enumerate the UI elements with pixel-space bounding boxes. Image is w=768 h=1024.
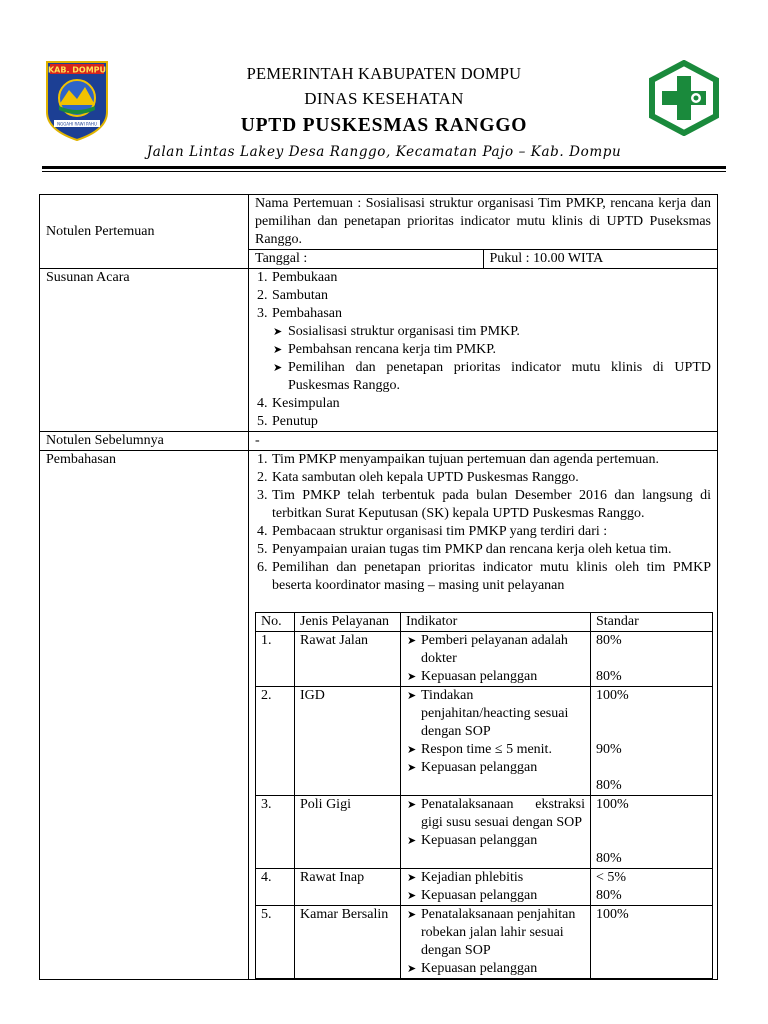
cell-jenis: Rawat Inap — [295, 869, 401, 906]
notulen-sebelumnya-value: - — [249, 432, 718, 451]
agenda-item: 1. Pembukaan — [271, 269, 711, 287]
cell-no: 2. — [256, 687, 295, 796]
arrow-bullet-icon: ➤ — [407, 761, 417, 774]
agenda-subitem: ➤ Sosialisasi struktur organisasi tim PMKP. — [273, 324, 520, 339]
row-susunan-acara — [40, 269, 718, 432]
col-header-no: No. — [256, 613, 295, 632]
pembahasan-item: 5. Penyampaian uraian tugas tim PMKP dan rencana kerja oleh ketua tim. — [271, 541, 711, 559]
indikator-item: ➤ Kejadian phlebitis — [407, 870, 524, 885]
puskesmas-logo-icon — [648, 60, 720, 136]
indikator-item: ➤ Tindakan penjahitan/heacting sesuai dengan SOP — [407, 688, 569, 739]
cell-indikator — [401, 796, 591, 869]
table-row — [256, 632, 713, 687]
arrow-bullet-icon: ➤ — [407, 689, 417, 702]
cell-indikator — [401, 906, 591, 979]
agenda-subitem: ➤ Pembahsan rencana kerja tim PMKP. — [273, 342, 497, 357]
indikator-table — [255, 612, 713, 979]
pembahasan-item: 3. Tim PMKP telah terbentuk pada bulan Desember 2016 dan langsung di terbitkan Surat Keputusan (SK) kepala UPTD Puskesmas Ranggo. — [271, 487, 711, 523]
agenda-item: 4. Kesimpulan — [271, 395, 711, 413]
cell-indikator — [401, 687, 591, 796]
arrow-bullet-icon: ➤ — [407, 743, 417, 756]
cell-indikator — [401, 632, 591, 687]
table-row — [256, 796, 713, 869]
cell-jenis: IGD — [295, 687, 401, 796]
indikator-item: ➤ Penatalaksanaan ekstraksi gigi susu sesuai dengan SOP — [407, 797, 585, 830]
indikator-item: ➤ Kepuasan pelanggan — [407, 833, 538, 848]
arrow-bullet-icon: ➤ — [407, 908, 417, 921]
label-notulen-sebelumnya: Notulen Sebelumnya — [40, 432, 249, 451]
arrow-bullet-icon: ➤ — [273, 343, 283, 356]
susunan-acara-content — [249, 269, 718, 432]
agenda-item-label: Pembahasan — [272, 306, 342, 321]
cell-no: 1. — [256, 632, 295, 687]
cell-standar: 100% 90% 80% — [591, 687, 713, 796]
cell-standar: < 5% 80% — [591, 869, 713, 906]
tanggal-field: Tanggal : — [249, 250, 484, 269]
label-notulen-pertemuan: Notulen Pertemuan — [40, 195, 249, 269]
arrow-bullet-icon: ➤ — [407, 670, 417, 683]
indikator-item: ➤ Respon time ≤ 5 menit. — [407, 742, 552, 757]
minutes-table — [39, 194, 718, 980]
indikator-item: ➤ Kepuasan pelanggan — [407, 888, 538, 903]
table-row — [256, 869, 713, 906]
agenda-item: 5. Penutup — [271, 413, 711, 431]
cell-standar: 80% 80% — [591, 632, 713, 687]
pembahasan-list — [255, 451, 711, 595]
label-susunan-acara: Susunan Acara — [40, 269, 249, 432]
indikator-item: ➤ Kepuasan pelanggan — [407, 669, 538, 684]
row-notulen-sebelumnya — [40, 432, 718, 451]
arrow-bullet-icon: ➤ — [273, 325, 283, 338]
table-row — [256, 687, 713, 796]
cell-no: 4. — [256, 869, 295, 906]
cell-jenis: Kamar Bersalin — [295, 906, 401, 979]
col-header-indikator: Indikator — [401, 613, 591, 632]
puskesmas-name: UPTD PUSKESMAS RANGGO — [240, 115, 528, 136]
cell-jenis: Poli Gigi — [295, 796, 401, 869]
cell-standar: 100% 80% — [591, 796, 713, 869]
cell-jenis: Rawat Jalan — [295, 632, 401, 687]
pembahasan-item: 6. Pemilihan dan penetapan prioritas indicator mutu klinis oleh tim PMKP beserta koordinator masing – masing unit pelayanan — [271, 559, 711, 595]
table-row — [256, 906, 713, 979]
address: Jalan Lintas Lakey Desa Ranggo, Kecamatan Pajo – Kab. Dompu — [146, 144, 622, 160]
indikator-header-row — [256, 613, 713, 632]
nama-pertemuan: Nama Pertemuan : Sosialisasi struktur organisasi Tim PMKP, rencana kerja dan pemilihan dan penetapan prioritas indicator mutu klinis di UPTD Puseksmas Ranggo. — [249, 195, 718, 250]
col-header-standar: Standar — [591, 613, 713, 632]
letterhead — [0, 0, 768, 170]
cell-indikator — [401, 869, 591, 906]
indikator-item: ➤ Pemberi pelayanan adalah dokter — [407, 633, 568, 666]
pukul-field: Pukul : 10.00 WITA — [483, 250, 718, 269]
row-notulen-pertemuan — [40, 195, 718, 250]
agenda-item — [271, 305, 711, 395]
header-rule-thin — [42, 171, 726, 172]
indikator-item: ➤ Kepuasan pelanggan — [407, 961, 538, 976]
indikator-item: ➤ Penatalaksanaan penjahitan robekan jalan lahir sesuai dengan SOP — [407, 907, 576, 958]
col-header-jenis: Jenis Pelayanan — [295, 613, 401, 632]
pembahasan-item: 1. Tim PMKP menyampaikan tujuan pertemuan dan agenda pertemuan. — [271, 451, 711, 469]
arrow-bullet-icon: ➤ — [407, 798, 417, 811]
pembahasan-item: 4. Pembacaan struktur organisasi tim PMKP yang terdiri dari : — [271, 523, 711, 541]
arrow-bullet-icon: ➤ — [407, 871, 417, 884]
arrow-bullet-icon: ➤ — [407, 634, 417, 647]
agenda-item: 2. Sambutan — [271, 287, 711, 305]
indikator-item: ➤ Kepuasan pelanggan — [407, 760, 538, 775]
agenda-list — [255, 269, 711, 431]
cell-standar: 100% — [591, 906, 713, 979]
arrow-bullet-icon: ➤ — [407, 889, 417, 902]
cell-no: 3. — [256, 796, 295, 869]
pembahasan-content — [249, 451, 718, 980]
svg-text:NGGAHI RAWI PAHU: NGGAHI RAWI PAHU — [57, 121, 97, 127]
agency-name: DINAS KESEHATAN — [304, 89, 464, 108]
cell-no: 5. — [256, 906, 295, 979]
agenda-sublist — [272, 323, 711, 395]
arrow-bullet-icon: ➤ — [407, 834, 417, 847]
row-pembahasan — [40, 451, 718, 980]
label-pembahasan: Pembahasan — [40, 451, 249, 980]
header-rule-thick — [42, 166, 726, 169]
arrow-bullet-icon: ➤ — [273, 361, 283, 374]
arrow-bullet-icon: ➤ — [407, 962, 417, 975]
gov-name: PEMERINTAH KABUPATEN DOMPU — [246, 64, 522, 83]
pembahasan-item: 2. Kata sambutan oleh kepala UPTD Puskesmas Ranggo. — [271, 469, 711, 487]
agenda-subitem: ➤ Pemilihan dan penetapan prioritas indicator mutu klinis di UPTD Puskesmas Ranggo. — [273, 360, 711, 393]
svg-text:KAB. DOMPU: KAB. DOMPU — [47, 65, 107, 75]
